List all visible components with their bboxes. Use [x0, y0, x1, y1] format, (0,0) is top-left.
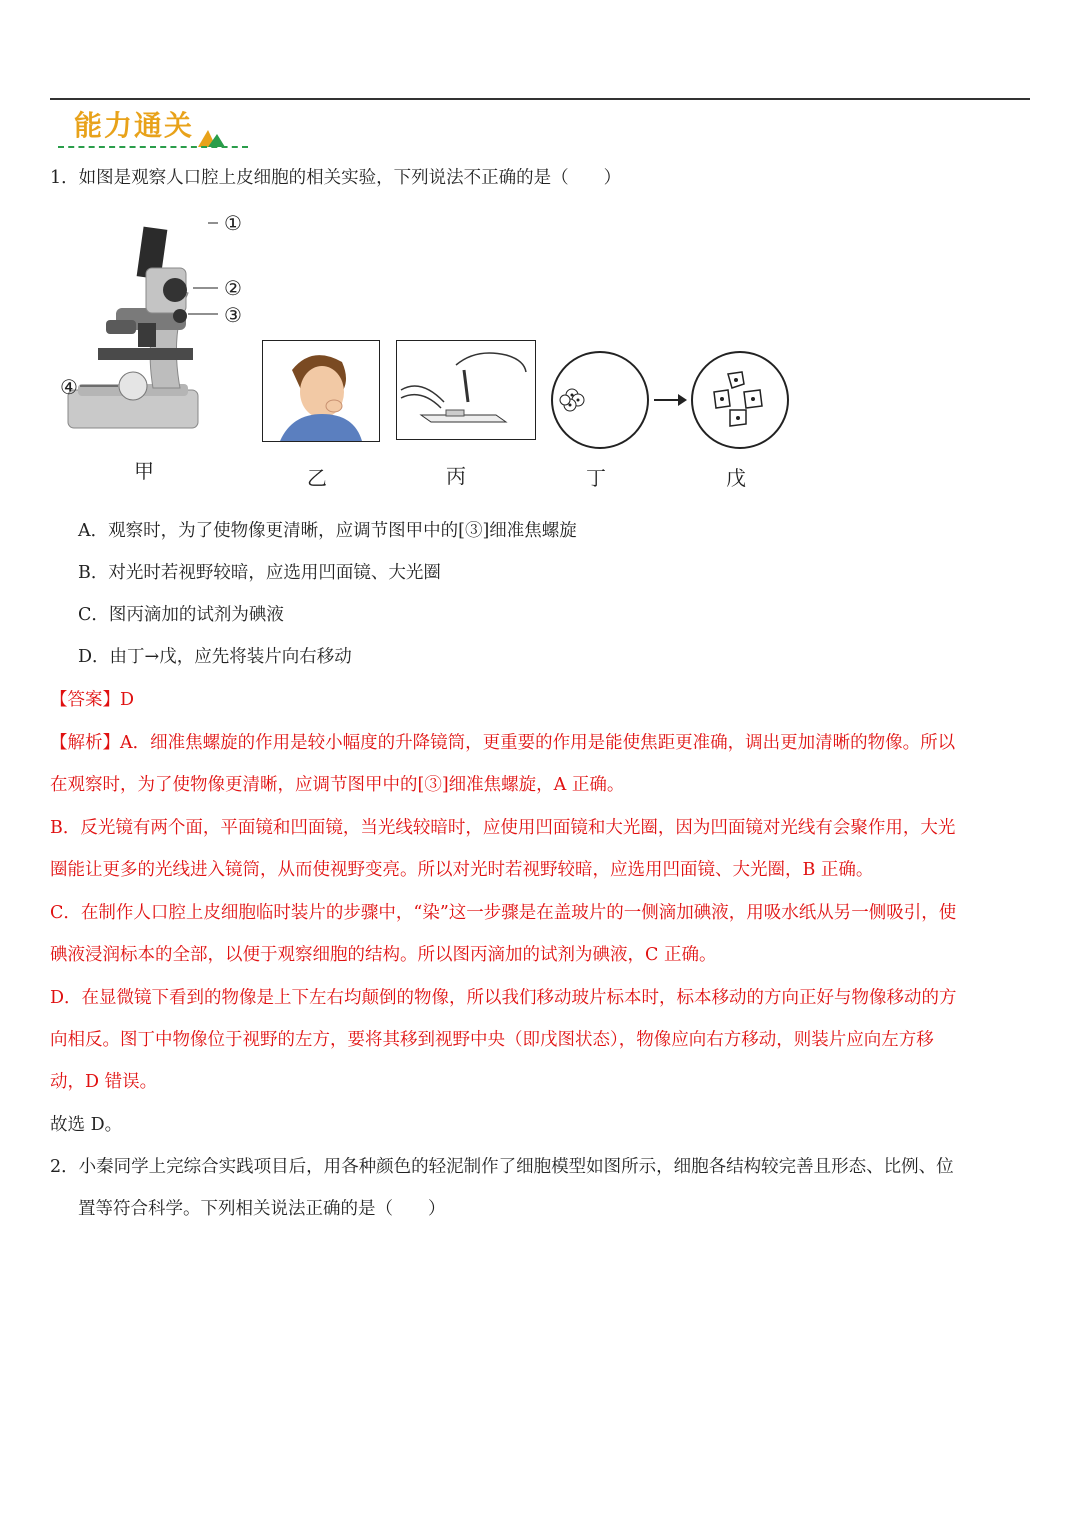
- q2-stem: 置等符合科学。下列相关说法正确的是（ ）: [78, 1199, 446, 1219]
- q1-option-b: B．对光时若视野较暗，应选用凹面镜、大光圈: [78, 563, 441, 583]
- figure-label-bing: 丙: [446, 464, 466, 488]
- section-underline: [58, 146, 248, 148]
- callout-4: ④: [60, 375, 78, 399]
- q1-option-a: A．观察时，为了使物像更清晰，应调节图甲中的[③]细准焦螺旋: [78, 521, 577, 541]
- figure-label-jia: 甲: [134, 459, 154, 483]
- q1-analysis-line: 向相反。图丁中物像位于视野的左方，要将其移到视野中央（即戊图状态），物像应向右方移动，则装片应向左方移: [50, 1030, 934, 1050]
- arrow-right-icon: [652, 390, 688, 410]
- section-title: 能力通关: [74, 109, 195, 142]
- callout-2: ②: [224, 276, 242, 300]
- boy-figure: [262, 340, 380, 442]
- q1-analysis-line: 动，D 错误。: [50, 1072, 158, 1092]
- callout-1: ①: [224, 211, 242, 235]
- q1-analysis-line: 碘液浸润标本的全部，以便于观察细胞的结构。所以图丙滴加的试剂为碘液，C 正确。: [50, 945, 717, 965]
- figure-label-ding: 丁: [586, 466, 606, 490]
- q1-conclusion: 故选 D。: [50, 1115, 123, 1135]
- q1-analysis-line: 在观察时，为了使物像更清晰，应调节图甲中的[③]细准焦螺旋，A 正确。: [50, 775, 625, 795]
- q2-stem: 2．小秦同学上完综合实践项目后，用各种颜色的轻泥制作了细胞模型如图所示，细胞各结构较完善且形态、比例、位: [50, 1157, 954, 1177]
- q1-answer: 【答案】D: [50, 690, 135, 710]
- q1-option-d: D．由丁→戊，应先将装片向右移动: [78, 647, 352, 667]
- figure-label-yi: 乙: [307, 466, 327, 490]
- q1-analysis-line: D．在显微镜下看到的物像是上下左右均颠倒的物像，所以我们移动玻片标本时，标本移动的方向正好与物像移动的方: [50, 988, 957, 1008]
- q1-option-c: C．图丙滴加的试剂为碘液: [78, 605, 284, 625]
- q1-stem: 1．如图是观察人口腔上皮细胞的相关实验，下列说法不正确的是（ ）: [50, 168, 622, 188]
- mountain-icon: [196, 126, 226, 148]
- header-rule: [50, 98, 1030, 100]
- figure-label-wu: 戊: [726, 466, 746, 490]
- q1-analysis-line: 【解析】A．细准焦螺旋的作用是较小幅度的升降镜筒，更重要的作用是能使焦距更准确，调出更加清晰的物像。所以: [50, 733, 956, 753]
- field-view-ding: [550, 350, 650, 450]
- callout-3: ③: [224, 303, 242, 327]
- q1-analysis-line: 圈能让更多的光线进入镜筒，从而使视野变亮。所以对光时若视野较暗，应选用凹面镜、大光圈，B 正确。: [50, 860, 874, 880]
- field-view-wu: [690, 350, 790, 450]
- dropper-figure: [396, 340, 536, 440]
- q1-analysis-line: C．在制作人口腔上皮细胞临时装片的步骤中，“染”这一步骤是在盖玻片的一侧滴加碘液，用吸水纸从另一侧吸引，使: [50, 903, 957, 923]
- q1-analysis-line: B．反光镜有两个面，平面镜和凹面镜，当光线较暗时，应使用凹面镜和大光圈，因为凹面镜对光线有会聚作用，大光: [50, 818, 956, 838]
